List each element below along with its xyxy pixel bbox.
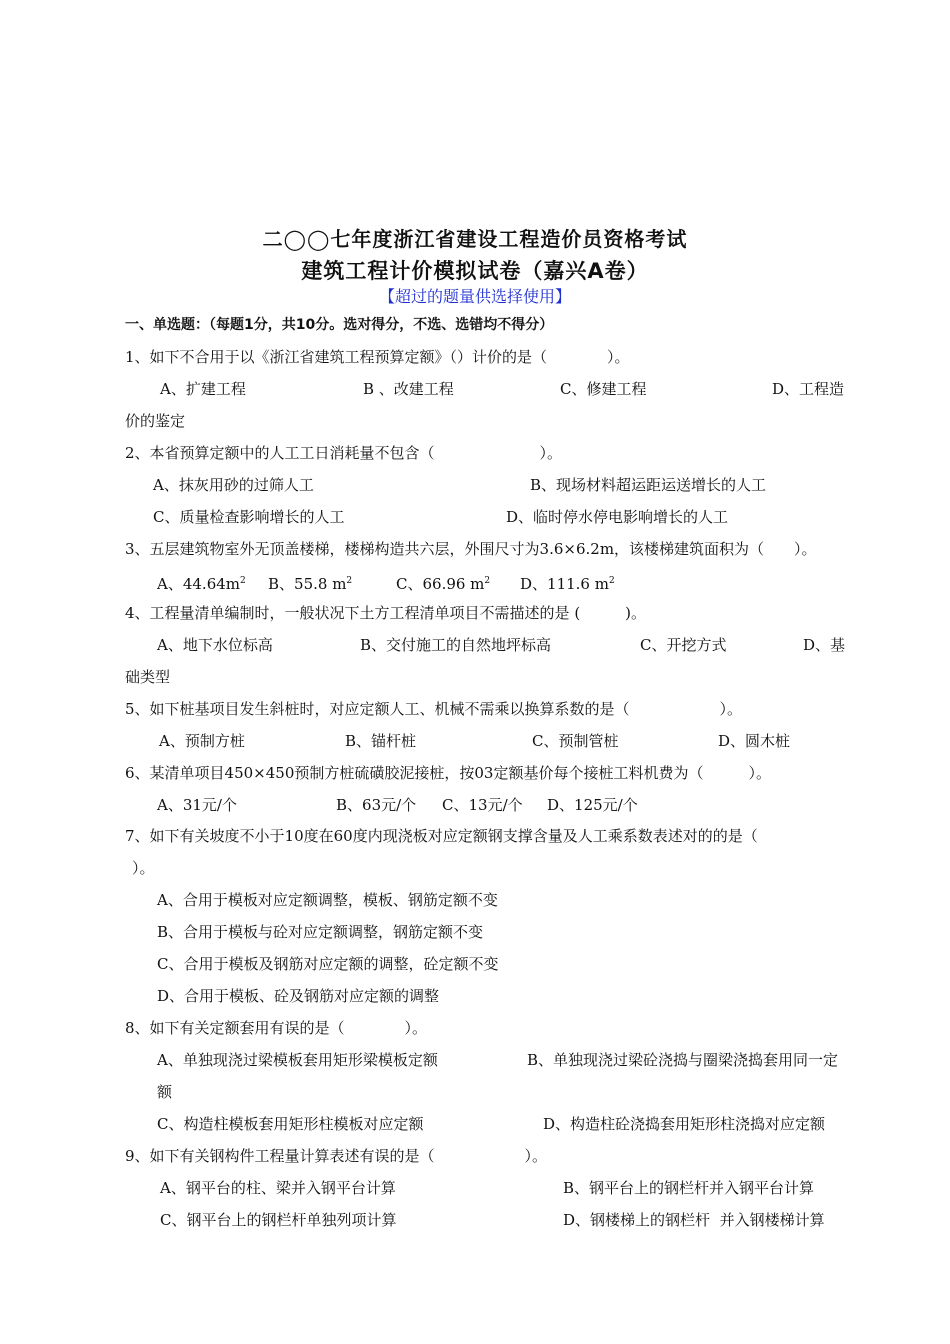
question-5-option-c: C、预制管桩: [532, 732, 619, 750]
question-1-option-c: C、修建工程: [560, 380, 647, 398]
question-3-stem: 3、五层建筑物室外无顶盖楼梯，楼梯构造共六层，外围尺寸为3.6×6.2m，该楼梯建筑面积为（ ）。: [125, 540, 817, 558]
question-7-stem-wrap: ）。: [132, 859, 155, 877]
question-9-option-c: C、钢平台上的钢栏杆单独列项计算: [160, 1211, 397, 1229]
question-2-option-a: A、抹灰用砂的过筛人工: [153, 476, 314, 494]
question-6-stem: 6、某清单项目450×450预制方桩硫磺胶泥接桩，按03定额基价每个接桩工料机费为（ ）。: [125, 764, 771, 782]
question-5-stem: 5、如下桩基项目发生斜桩时，对应定额人工、机械不需乘以换算系数的是（ ）。: [125, 700, 743, 718]
question-7-option-a: A、合用于模板对应定额调整，模板、钢筋定额不变: [157, 891, 498, 909]
question-8-option-d: D、构造柱砼浇捣套用矩形柱浇捣对应定额: [543, 1115, 826, 1133]
question-4-stem: 4、工程量清单编制时，一般状况下土方工程清单项目不需描述的是 ( )。: [125, 604, 647, 622]
question-9-option-a: A、钢平台的柱、梁并入钢平台计算: [160, 1179, 396, 1197]
question-1-option-d: D、工程造: [772, 380, 845, 398]
question-4-option-d-wrap: 础类型: [125, 668, 171, 686]
question-8-option-a: A、单独现浇过梁模板套用矩形梁模板定额: [157, 1051, 438, 1069]
question-2-option-d: D、临时停水停电影响增长的人工: [506, 508, 729, 526]
question-6-option-a: A、31元/个: [157, 796, 237, 814]
question-4-option-c: C、开挖方式: [640, 636, 727, 654]
exam-title-line1: 二◯◯七年度浙江省建设工程造价员资格考试: [262, 227, 688, 251]
question-4-option-d: D、基: [803, 636, 846, 654]
section-heading: 一、单选题：（每题1分，共10分。选对得分，不选、选错均不得分）: [125, 317, 554, 333]
question-6-option-b: B、63元/个: [336, 796, 417, 814]
question-9-stem: 9、如下有关钢构件工程量计算表述有误的是（ ）。: [125, 1147, 548, 1165]
question-6-option-c: C、13元/个: [442, 796, 523, 814]
question-7-option-c: C、合用于模板及钢筋对应定额的调整，砼定额不变: [157, 955, 499, 973]
question-8-stem: 8、如下有关定额套用有误的是（ ）。: [125, 1019, 428, 1037]
exam-title-line2: 建筑工程计价模拟试卷（嘉兴A卷）: [301, 259, 649, 283]
question-8-option-b-wrap: 额: [157, 1083, 173, 1101]
selection-note: 【超过的题量供选择使用】: [378, 287, 571, 306]
question-9-option-b: B、钢平台上的钢栏杆并入钢平台计算: [563, 1179, 815, 1197]
question-4-option-a: A、地下水位标高: [157, 636, 273, 654]
question-8-option-b: B、单独现浇过梁砼浇捣与圈梁浇捣套用同一定: [527, 1051, 839, 1069]
question-6-option-d: D、125元/个: [547, 796, 638, 814]
question-3-option-d: D、111.6 $m^2$: [520, 575, 615, 593]
question-1-option-d-wrap: 价的鉴定: [125, 412, 186, 430]
question-4-option-b: B、交付施工的自然地坪标高: [360, 636, 552, 654]
question-5-option-d: D、圆木桩: [718, 732, 791, 750]
question-2-option-b: B、现场材料超运距运送增长的人工: [530, 476, 767, 494]
question-1-option-a: A、扩建工程: [160, 380, 246, 398]
question-8-option-c: C、构造柱模板套用矩形柱模板对应定额: [157, 1115, 424, 1133]
question-3-option-c: C、66.96 $m^2$: [396, 575, 491, 593]
question-7-option-d: D、合用于模板、砼及钢筋对应定额的调整: [157, 987, 440, 1005]
question-9-option-d: D、钢楼梯上的钢栏杆 并入钢楼梯计算: [563, 1211, 825, 1229]
question-2-stem: 2、本省预算定额中的人工工日消耗量不包含（ ）。: [125, 444, 563, 462]
question-1-option-b: B 、改建工程: [363, 380, 454, 398]
question-5-option-a: A、预制方桩: [159, 732, 245, 750]
question-1-stem: 1、如下不合用于以《浙江省建筑工程预算定额》（）计价的是（ ）。: [125, 348, 630, 366]
question-7-option-b: B、合用于模板与砼对应定额调整，钢筋定额不变: [157, 923, 484, 941]
question-3-option-a: A、$44.64m^2$: [157, 575, 246, 593]
question-3-option-b: B、55.8 $m^2$: [268, 575, 353, 593]
question-7-stem: 7、如下有关坡度不小于10度在60度内现浇板对应定额钢支撑含量及人工乘系数表述对的的是（: [125, 827, 758, 845]
question-5-option-b: B、锚杆桩: [345, 732, 417, 750]
question-2-option-c: C、质量检查影响增长的人工: [153, 508, 345, 526]
